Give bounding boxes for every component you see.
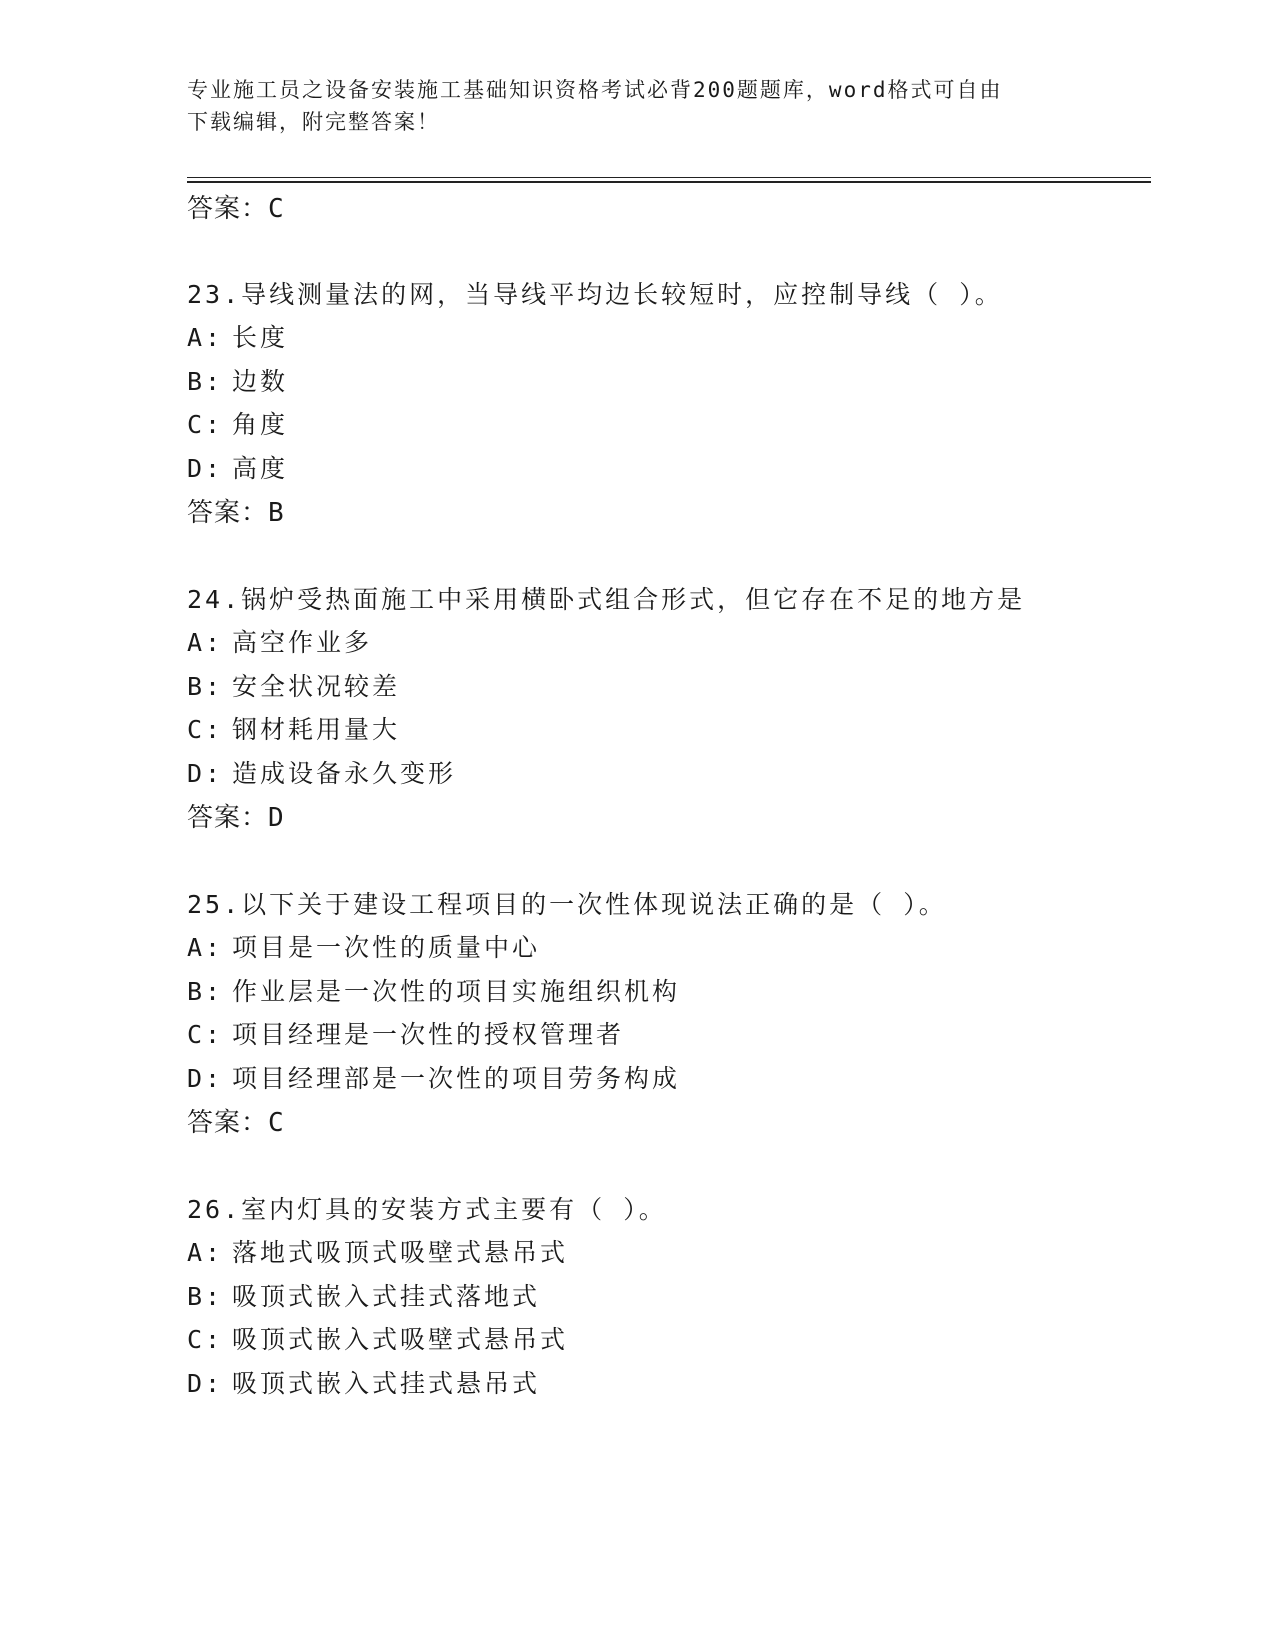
question-23-stem: 23.导线测量法的网，当导线平均边长较短时，应控制导线（ ）。 bbox=[187, 280, 1003, 309]
header-line-2: 下载编辑，附完整答案！ bbox=[187, 110, 440, 134]
question-26-stem: 26.室内灯具的安装方式主要有（ ）。 bbox=[187, 1195, 667, 1224]
question-25-option-d: D: 项目经理部是一次性的项目劳务构成 bbox=[187, 1064, 681, 1093]
question-24-answer bbox=[187, 797, 285, 834]
question-26-option-b: B: 吸顶式嵌入式挂式落地式 bbox=[187, 1282, 541, 1311]
question-24-option-c: C: 钢材耗用量大 bbox=[187, 715, 401, 744]
answer-label: 答案： bbox=[187, 194, 269, 224]
question-24-option-d: D: 造成设备永久变形 bbox=[187, 759, 457, 788]
answer-value: B bbox=[268, 498, 285, 528]
answer-label: 答案： bbox=[187, 1108, 269, 1138]
question-26-option-c: C: 吸顶式嵌入式吸壁式悬吊式 bbox=[187, 1325, 569, 1354]
question-25-option-b: B: 作业层是一次性的项目实施组织机构 bbox=[187, 977, 681, 1006]
question-23-option-c: C: 角度 bbox=[187, 410, 289, 439]
question-24-stem: 24.锅炉受热面施工中采用横卧式组合形式，但它存在不足的地方是 bbox=[187, 585, 1026, 614]
question-26-option-a: A: 落地式吸顶式吸壁式悬吊式 bbox=[187, 1238, 569, 1267]
question-24-option-a: A: 高空作业多 bbox=[187, 628, 373, 657]
question-26-option-d: D: 吸顶式嵌入式挂式悬吊式 bbox=[187, 1369, 541, 1398]
document-header bbox=[187, 74, 1087, 138]
answer-value: C bbox=[268, 194, 285, 224]
question-23-option-d: D: 高度 bbox=[187, 454, 289, 483]
question-23-option-b: B: 边数 bbox=[187, 367, 289, 396]
answer-value: D bbox=[268, 803, 285, 833]
answer-label: 答案： bbox=[187, 498, 269, 528]
question-25-option-c: C: 项目经理是一次性的授权管理者 bbox=[187, 1020, 625, 1049]
header-divider-thin bbox=[187, 177, 1151, 178]
answer-value: C bbox=[268, 1108, 285, 1138]
question-24-option-b: B: 安全状况较差 bbox=[187, 672, 401, 701]
answer-label: 答案： bbox=[187, 803, 269, 833]
question-23-answer bbox=[187, 492, 285, 529]
header-line-1: 专业施工员之设备安装施工基础知识资格考试必背200题题库，word格式可自由 bbox=[187, 78, 1003, 102]
question-23-option-a: A: 长度 bbox=[187, 323, 289, 352]
question-25-option-a: A: 项目是一次性的质量中心 bbox=[187, 933, 541, 962]
question-25-stem: 25.以下关于建设工程项目的一次性体现说法正确的是（ ）。 bbox=[187, 890, 947, 919]
header-divider-thick bbox=[187, 181, 1151, 183]
question-25-answer bbox=[187, 1102, 285, 1139]
previous-answer bbox=[187, 188, 285, 225]
